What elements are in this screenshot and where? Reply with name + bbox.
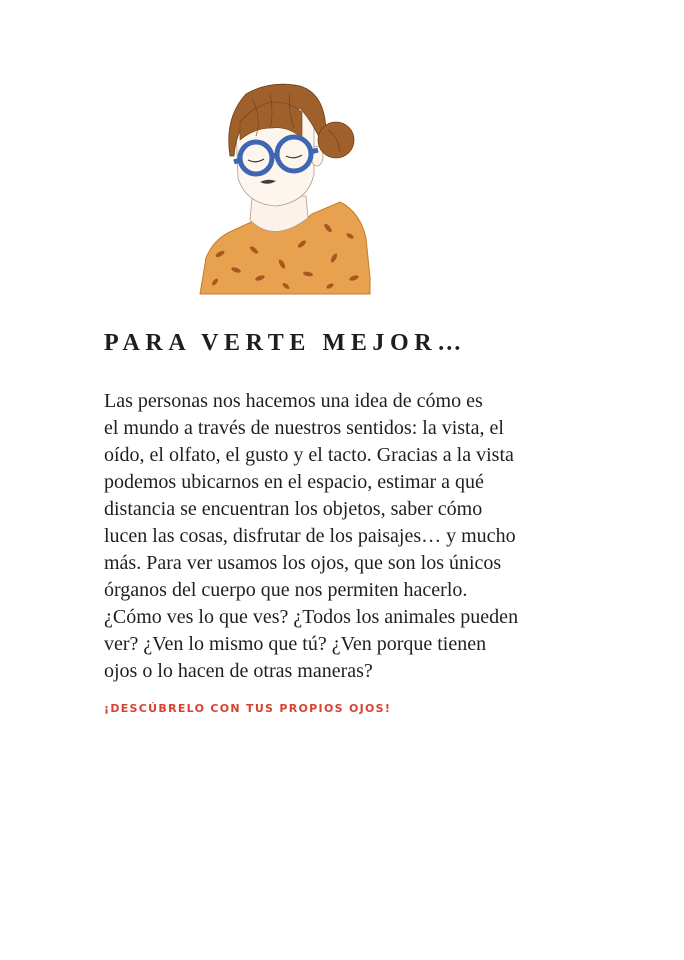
body-line: lucen las cosas, disfrutar de los paisajes… y mucho	[104, 525, 516, 547]
body-line: más. Para ver usamos los ojos, que son los únicos	[104, 552, 502, 574]
body-line: Las personas nos hacemos una idea de cómo es	[104, 390, 483, 412]
body-line: ¿Cómo ves lo que ves? ¿Todos los animales pueden	[104, 606, 519, 628]
girl-with-glasses-illustration	[190, 78, 380, 296]
body-line: ojos o lo hacen de otras maneras?	[104, 660, 373, 682]
body-line: ver? ¿Ven lo mismo que tú? ¿Ven porque tienen	[104, 633, 487, 655]
body-line: órganos del cuerpo que nos permiten hacerlo.	[104, 579, 468, 601]
body-line: oído, el olfato, el gusto y el tacto. Gracias a la vista	[104, 444, 514, 466]
call-to-action: ¡DESCÚBRELO CON TUS PROPIOS OJOS!	[104, 702, 392, 715]
body-line: el mundo a través de nuestros sentidos: la vista, el	[104, 417, 504, 439]
body-line: distancia se encuentran los objetos, saber cómo	[104, 498, 483, 520]
body-paragraph	[104, 388, 574, 685]
page-title: PARA VERTE MEJOR…	[104, 330, 467, 356]
body-line: podemos ubicarnos en el espacio, estimar a qué	[104, 471, 484, 493]
